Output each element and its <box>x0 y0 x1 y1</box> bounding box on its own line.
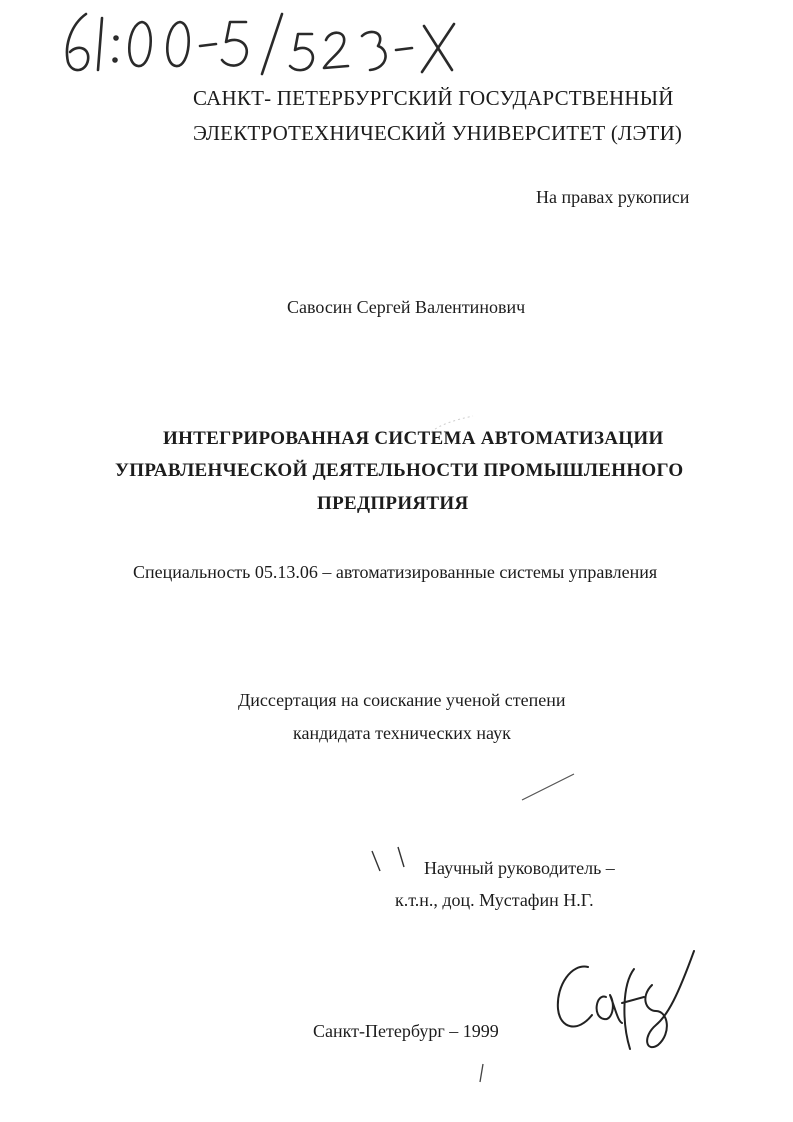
university-name-line-1: САНКТ- ПЕТЕРБУРГСКИЙ ГОСУДАРСТВЕННЫЙ <box>193 86 674 110</box>
signature-mark <box>548 945 698 1055</box>
advisor-name: к.т.н., доц. Мустафин Н.Г. <box>395 890 594 910</box>
scan-smudge-mark <box>427 412 477 437</box>
dissertation-title-line-2: УПРАВЛЕНЧЕСКОЙ ДЕЯТЕЛЬНОСТИ ПРОМЫШЛЕННОГО <box>115 460 684 481</box>
university-name-line-2: ЭЛЕКТРОТЕХНИЧЕСКИЙ УНИВЕРСИТЕТ (ЛЭТИ) <box>193 121 683 145</box>
pen-tick-marks <box>366 845 416 880</box>
advisor-label: Научный руководитель – <box>424 858 615 878</box>
specialty-line: Специальность 05.13.06 – автоматизированные системы управления <box>133 562 658 582</box>
degree-statement-line-2: кандидата технических наук <box>293 723 511 743</box>
dissertation-title-line-1: ИНТЕГРИРОВАННАЯ СИСТЕМА АВТОМАТИЗАЦИИ <box>163 428 664 449</box>
degree-statement-line-1: Диссертация на соискание ученой степени <box>238 690 566 710</box>
pen-stroke-mark <box>518 770 578 805</box>
pen-dash-mark <box>474 1062 490 1086</box>
city-year: Санкт-Петербург – 1999 <box>313 1021 499 1041</box>
manuscript-note: На правах рукописи <box>536 187 690 207</box>
dissertation-title-line-3: ПРЕДПРИЯТИЯ <box>317 493 469 514</box>
author-name: Савосин Сергей Валентинович <box>287 297 526 317</box>
handwritten-catalog-code <box>50 4 470 82</box>
